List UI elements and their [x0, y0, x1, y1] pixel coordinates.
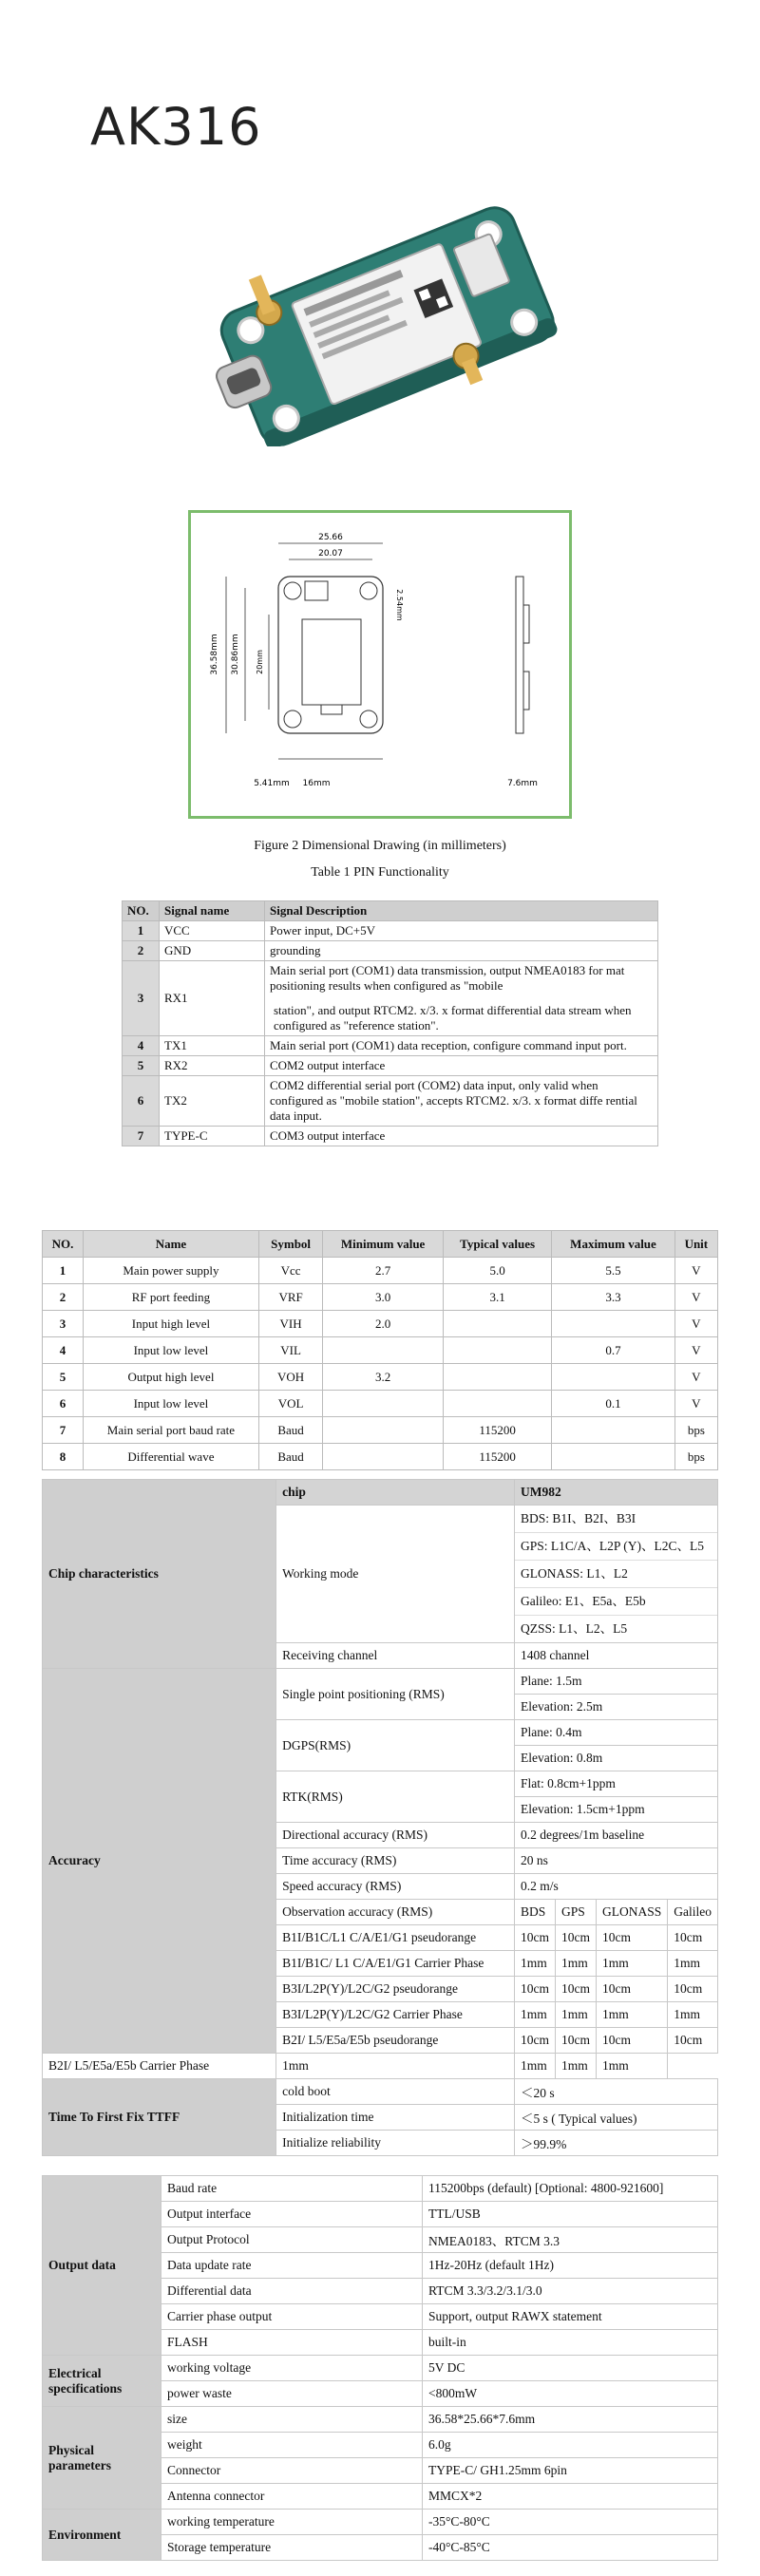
elec-cell: 5 — [43, 1364, 84, 1391]
spec-label: Single point positioning (RMS) — [276, 1669, 515, 1720]
obs-value: 1mm — [514, 1951, 555, 1977]
obs-label: B3I/L2P(Y)/L2C/G2 Carrier Phase — [276, 2002, 515, 2028]
elec-cell: Input low level — [83, 1391, 258, 1417]
spec-label: Antenna connector — [162, 2484, 423, 2510]
dim-hole-length: 30.86mm — [231, 634, 240, 675]
pin-no: 6 — [123, 1076, 160, 1127]
elec-cell — [323, 1337, 444, 1364]
elec-cell: V — [674, 1364, 717, 1391]
spec-label: chip — [276, 1480, 515, 1506]
elec-cell: VOH — [258, 1364, 322, 1391]
dim-offset: 5.41mm — [254, 779, 290, 788]
dim-width: 25.66 — [318, 533, 343, 542]
table-row — [43, 1417, 718, 1444]
spec-value: Support, output RAWX statement — [423, 2304, 718, 2330]
elec-cell: 3.0 — [323, 1284, 444, 1311]
table-row — [123, 1056, 658, 1076]
obs-label: B2I/ L5/E5a/E5b Carrier Phase — [43, 2054, 276, 2079]
working-mode-list — [514, 1506, 717, 1643]
elec-cell: 7 — [43, 1417, 84, 1444]
spec-label: Data update rate — [162, 2253, 423, 2279]
spec-value: <800mW — [423, 2381, 718, 2407]
elec-cell: V — [674, 1337, 717, 1364]
dim-connector: 16mm — [302, 779, 331, 788]
mode-line: Galileo: E1、E5a、E5b — [515, 1588, 717, 1616]
elec-cell — [552, 1311, 674, 1337]
spec-value: -40°C-85°C — [423, 2535, 718, 2561]
pin-table-caption: Table 1 PIN Functionality — [311, 865, 449, 880]
elec-cell: 3.3 — [552, 1284, 674, 1311]
table-row — [123, 1127, 658, 1146]
elec-cell — [323, 1417, 444, 1444]
category-accuracy: Accuracy — [43, 1669, 276, 2054]
obs-value: 10cm — [514, 1977, 555, 2002]
dim-height: 7.6mm — [507, 779, 538, 788]
elec-header-min: Minimum value — [323, 1231, 444, 1258]
spec-label: Baud rate — [162, 2176, 423, 2202]
category-chip: Chip characteristics — [43, 1480, 276, 1669]
spec-label: Working mode — [276, 1506, 515, 1643]
spec-label: Initialize reliability — [276, 2131, 515, 2156]
table-row — [43, 1391, 718, 1417]
spec-value: Plane: 1.5m — [514, 1669, 717, 1695]
elec-cell — [552, 1444, 674, 1470]
obs-value: 10cm — [555, 1925, 596, 1951]
pin-name: GND — [160, 941, 265, 961]
elec-cell — [552, 1364, 674, 1391]
table-row — [43, 2510, 718, 2535]
mode-line: GLONASS: L1、L2 — [515, 1561, 717, 1588]
dim-pitch: 2.54mm — [395, 589, 404, 621]
obs-value: 1mm — [668, 1951, 718, 1977]
obs-value: 1mm — [276, 2054, 515, 2079]
spec-label: Carrier phase output — [162, 2304, 423, 2330]
obs-value: 1mm — [555, 1951, 596, 1977]
mode-line: BDS: B1I、B2I、B3I — [515, 1506, 717, 1533]
elec-cell: 6 — [43, 1391, 84, 1417]
obs-label: B2I/ L5/E5a/E5b pseudorange — [276, 2028, 515, 2054]
table-row — [43, 1284, 718, 1311]
elec-cell: 3 — [43, 1311, 84, 1337]
obs-label: B3I/L2P(Y)/L2C/G2 pseudorange — [276, 1977, 515, 2002]
spec-label: Connector — [162, 2458, 423, 2484]
elec-cell: 2.7 — [323, 1258, 444, 1284]
obs-value: 1mm — [668, 2002, 718, 2028]
elec-cell: Input low level — [83, 1337, 258, 1364]
pin-desc: COM2 output interface — [265, 1056, 658, 1076]
elec-cell: Baud — [258, 1444, 322, 1470]
pin-name: TYPE-C — [160, 1127, 265, 1146]
elec-cell: Vcc — [258, 1258, 322, 1284]
elec-cell: 115200 — [443, 1417, 551, 1444]
spec-label: DGPS(RMS) — [276, 1720, 515, 1771]
pin-header-name: Signal name — [160, 901, 265, 921]
obs-value: 10cm — [596, 1977, 667, 2002]
spec-label: FLASH — [162, 2330, 423, 2356]
table-row — [43, 1311, 718, 1337]
elec-cell — [443, 1364, 551, 1391]
elec-cell: VOL — [258, 1391, 322, 1417]
pin-no: 7 — [123, 1127, 160, 1146]
spec-table-output — [42, 2175, 718, 2561]
elec-cell: 5.0 — [443, 1258, 551, 1284]
spec-value: 0.2 m/s — [514, 1874, 717, 1900]
dimensional-drawing — [188, 510, 572, 819]
elec-cell: 3.1 — [443, 1284, 551, 1311]
elec-cell: Output high level — [83, 1364, 258, 1391]
spec-label: Storage temperature — [162, 2535, 423, 2561]
elec-cell: 115200 — [443, 1444, 551, 1470]
pin-header-desc: Signal Description — [265, 901, 658, 921]
elec-cell: V — [674, 1311, 717, 1337]
obs-col: Galileo — [668, 1900, 718, 1925]
spec-label: working voltage — [162, 2356, 423, 2381]
spec-value: 6.0g — [423, 2433, 718, 2458]
elec-cell — [323, 1444, 444, 1470]
obs-label: B1I/B1C/ L1 C/A/E1/G1 Carrier Phase — [276, 1951, 515, 1977]
pin-header-no: NO. — [123, 901, 160, 921]
elec-cell: V — [674, 1391, 717, 1417]
category-environment: Environment — [43, 2510, 162, 2561]
table-row — [123, 921, 658, 941]
table-row — [43, 2407, 718, 2433]
pin-desc: Power input, DC+5V — [265, 921, 658, 941]
elec-cell: 0.1 — [552, 1391, 674, 1417]
spec-value: Elevation: 0.8m — [514, 1746, 717, 1771]
pin-function-table — [122, 900, 658, 1146]
pin-name: TX1 — [160, 1036, 265, 1056]
elec-cell — [443, 1391, 551, 1417]
pin-desc: COM3 output interface — [265, 1127, 658, 1146]
spec-label: cold boot — [276, 2079, 515, 2105]
elec-cell: VIL — [258, 1337, 322, 1364]
spec-label: Observation accuracy (RMS) — [276, 1900, 515, 1925]
table-row — [43, 1444, 718, 1470]
spec-label: power waste — [162, 2381, 423, 2407]
elec-cell: Main power supply — [83, 1258, 258, 1284]
spec-value: ＞99.9% — [514, 2131, 717, 2156]
elec-cell: Main serial port baud rate — [83, 1417, 258, 1444]
obs-value: 1mm — [596, 2002, 667, 2028]
obs-value: 1mm — [514, 2002, 555, 2028]
spec-value: TYPE-C/ GH1.25mm 6pin — [423, 2458, 718, 2484]
elec-cell: 2.0 — [323, 1311, 444, 1337]
pin-no: 3 — [123, 961, 160, 1036]
pin-desc: grounding — [265, 941, 658, 961]
elec-cell: VRF — [258, 1284, 322, 1311]
elec-cell: VIH — [258, 1311, 322, 1337]
obs-row — [43, 2054, 718, 2079]
table-row — [123, 961, 658, 1036]
spec-label: Initialization time — [276, 2105, 515, 2131]
obs-value: 10cm — [514, 2028, 555, 2054]
pin-no: 5 — [123, 1056, 160, 1076]
spec-value: ＜20 s — [514, 2079, 717, 2105]
elec-cell: bps — [674, 1444, 717, 1470]
elec-cell: 8 — [43, 1444, 84, 1470]
obs-col: GPS — [555, 1900, 596, 1925]
obs-value: 10cm — [514, 1925, 555, 1951]
elec-cell — [443, 1337, 551, 1364]
obs-value: 10cm — [668, 1925, 718, 1951]
elec-header-max: Maximum value — [552, 1231, 674, 1258]
table-row — [43, 2176, 718, 2202]
obs-col: BDS — [514, 1900, 555, 1925]
obs-label: B1I/B1C/L1 C/A/E1/G1 pseudorange — [276, 1925, 515, 1951]
spec-value: built-in — [423, 2330, 718, 2356]
spec-value: 1408 channel — [514, 1643, 717, 1669]
table-row — [43, 2356, 718, 2381]
elec-cell: Baud — [258, 1417, 322, 1444]
spec-value: UM982 — [514, 1480, 717, 1506]
pin-desc-line: Main serial port (COM1) data transmission, output NMEA0183 for mat positioning results when configured as "mobile — [270, 963, 625, 993]
elec-cell: V — [674, 1258, 717, 1284]
category-output: Output data — [43, 2176, 162, 2356]
spec-label: Output interface — [162, 2202, 423, 2227]
spec-value: 36.58*25.66*7.6mm — [423, 2407, 718, 2433]
pin-desc: COM2 differential serial port (COM2) data input, only valid when configured as "mobile station", accepts RTCM2. x/3. x format diffe rential data input. — [265, 1076, 658, 1127]
dim-length: 36.58mm — [210, 634, 219, 675]
elec-header-symbol: Symbol — [258, 1231, 322, 1258]
obs-value: 10cm — [668, 2028, 718, 2054]
spec-label: Time accuracy (RMS) — [276, 1848, 515, 1874]
elec-cell: Input high level — [83, 1311, 258, 1337]
dim-shield: 20mm — [256, 650, 264, 674]
obs-value: 10cm — [668, 1977, 718, 2002]
spec-value: RTCM 3.3/3.2/3.1/3.0 — [423, 2279, 718, 2304]
elec-cell — [323, 1391, 444, 1417]
spec-label: Output Protocol — [162, 2227, 423, 2253]
spec-value: Flat: 0.8cm+1ppm — [514, 1771, 717, 1797]
mode-line: GPS: L1C/A、L2P (Y)、L2C、L5 — [515, 1533, 717, 1561]
spec-value: 1Hz-20Hz (default 1Hz) — [423, 2253, 718, 2279]
spec-value: 20 ns — [514, 1848, 717, 1874]
spec-label: weight — [162, 2433, 423, 2458]
table-row — [123, 941, 658, 961]
pin-name: RX2 — [160, 1056, 265, 1076]
spec-value: TTL/USB — [423, 2202, 718, 2227]
elec-cell: 3.2 — [323, 1364, 444, 1391]
pin-name: VCC — [160, 921, 265, 941]
obs-value: 1mm — [596, 1951, 667, 1977]
elec-cell: V — [674, 1284, 717, 1311]
elec-header-unit: Unit — [674, 1231, 717, 1258]
pin-desc — [265, 961, 658, 1036]
elec-cell — [552, 1417, 674, 1444]
obs-value: 10cm — [596, 2028, 667, 2054]
pin-no: 4 — [123, 1036, 160, 1056]
obs-value: 1mm — [596, 2054, 667, 2079]
table-row — [43, 1258, 718, 1284]
elec-cell: 4 — [43, 1337, 84, 1364]
pin-desc: Main serial port (COM1) data reception, configure command input port. — [265, 1036, 658, 1056]
category-physical: Physical parameters — [43, 2407, 162, 2510]
elec-cell: RF port feeding — [83, 1284, 258, 1311]
spec-label: Receiving channel — [276, 1643, 515, 1669]
obs-value: 10cm — [555, 1977, 596, 2002]
obs-value: 1mm — [514, 2054, 555, 2079]
table-row — [43, 1337, 718, 1364]
spec-value: -35°C-80°C — [423, 2510, 718, 2535]
figure-caption: Figure 2 Dimensional Drawing (in millimeters) — [254, 839, 506, 853]
spec-label: Directional accuracy (RMS) — [276, 1823, 515, 1848]
spec-label: Differential data — [162, 2279, 423, 2304]
elec-cell: 0.7 — [552, 1337, 674, 1364]
spec-value: 0.2 degrees/1m baseline — [514, 1823, 717, 1848]
spec-label: size — [162, 2407, 423, 2433]
spec-value: ＜5 s ( Typical values) — [514, 2105, 717, 2131]
page-title: AK316 — [90, 97, 262, 157]
spec-value: 115200bps (default) [Optional: 4800-921600] — [423, 2176, 718, 2202]
elec-header-no: NO. — [43, 1231, 84, 1258]
elec-cell — [443, 1311, 551, 1337]
elec-cell: 5.5 — [552, 1258, 674, 1284]
table-row — [123, 1036, 658, 1056]
spec-value: Elevation: 2.5m — [514, 1695, 717, 1720]
electrical-table — [42, 1230, 718, 1470]
obs-value: 1mm — [555, 2002, 596, 2028]
spec-value: Elevation: 1.5cm+1ppm — [514, 1797, 717, 1823]
obs-value: 10cm — [596, 1925, 667, 1951]
spec-label: working temperature — [162, 2510, 423, 2535]
pin-no: 1 — [123, 921, 160, 941]
elec-cell: bps — [674, 1417, 717, 1444]
spec-value: 5V DC — [423, 2356, 718, 2381]
pin-no: 2 — [123, 941, 160, 961]
spec-label: Speed accuracy (RMS) — [276, 1874, 515, 1900]
spec-value: Plane: 0.4m — [514, 1720, 717, 1746]
obs-value: 1mm — [555, 2054, 596, 2079]
category-electrical: Electrical specifications — [43, 2356, 162, 2407]
spec-value: MMCX*2 — [423, 2484, 718, 2510]
pin-desc-line: station", and output RTCM2. x/3. x format differential data stream when configured as "reference station". — [274, 1003, 632, 1032]
elec-cell: 2 — [43, 1284, 84, 1311]
mode-line: QZSS: L1、L2、L5 — [520, 1621, 628, 1636]
pin-name: RX1 — [160, 961, 265, 1036]
obs-col: GLONASS — [596, 1900, 667, 1925]
obs-value: 10cm — [555, 2028, 596, 2054]
table-row — [43, 1364, 718, 1391]
elec-header-typ: Typical values — [443, 1231, 551, 1258]
spec-label: RTK(RMS) — [276, 1771, 515, 1823]
elec-header-name: Name — [83, 1231, 258, 1258]
pin-name: TX2 — [160, 1076, 265, 1127]
spec-value: NMEA0183、RTCM 3.3 — [423, 2227, 718, 2253]
product-photo — [195, 190, 575, 446]
elec-cell: 1 — [43, 1258, 84, 1284]
table-row — [123, 1076, 658, 1127]
spec-table-chip — [42, 1479, 718, 2156]
category-ttff: Time To First Fix TTFF — [43, 2079, 276, 2156]
dim-hole-width: 20.07 — [318, 549, 343, 559]
elec-cell: Differential wave — [83, 1444, 258, 1470]
